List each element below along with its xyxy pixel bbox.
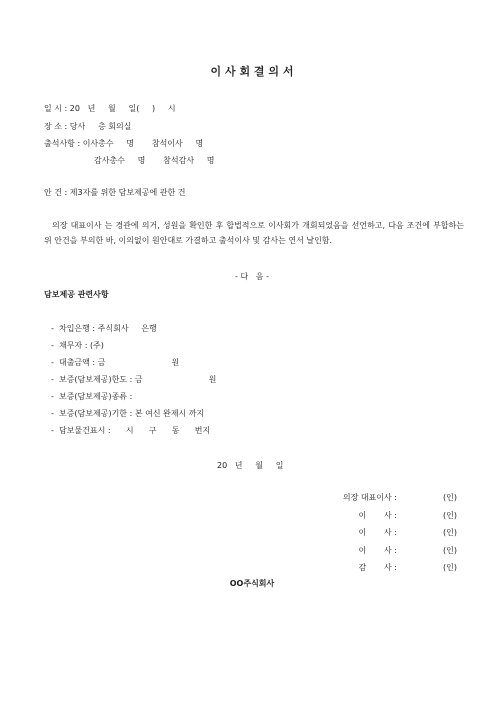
attendance-directors: 출석사항 : 이사총수 명 참석이사 명 bbox=[44, 139, 204, 148]
signature-seal: (인) bbox=[443, 546, 457, 555]
sign-date: 20 년 월 일 bbox=[217, 461, 284, 470]
signature-role: 이 사 : bbox=[358, 511, 397, 520]
signature-seal: (인) bbox=[443, 563, 457, 572]
signature-role: 이 사 : bbox=[358, 546, 397, 555]
subheading: - 다 음 - bbox=[235, 272, 269, 281]
meeting-datetime: 일 시 : 20 년 월 일( ) 시 bbox=[44, 104, 176, 113]
document-title: 이 사 회 결 의 서 bbox=[210, 65, 294, 78]
signature-seal: (인) bbox=[443, 528, 457, 537]
company-name: OO주식회사 bbox=[229, 579, 275, 588]
signature-role: 의장 대표이사 : bbox=[342, 493, 397, 502]
item-loan-amount: - 대출금액 : 금 원 bbox=[51, 358, 180, 367]
item-lender: - 차입은행 : 주식회사 은행 bbox=[51, 324, 157, 333]
item-guarantee-term: - 보증(담보제공)기한 : 본 여신 완제시 까지 bbox=[51, 409, 205, 418]
signature-role: 이 사 : bbox=[358, 528, 397, 537]
item-collateral: - 담보물건표시 : 시 구 동 번지 bbox=[51, 426, 211, 435]
resolution-body: 의장 대표이사 는 경관에 의거, 성원을 확인한 후 합법적으로 이사회가 개회되었음을 선언하고, 다음 조건에 부합하는 위 안건을 부의한 바, 이의없이 원안대로 가결하고 출석이사 및 감사는 연서 날인함. bbox=[44, 221, 464, 245]
item-debtor: - 채무자 : (주) bbox=[51, 341, 104, 350]
signature-role: 감 사 : bbox=[358, 563, 397, 572]
attendance-auditors: 감사총수 명 참석감사 명 bbox=[94, 156, 215, 165]
signature-seal: (인) bbox=[443, 493, 457, 502]
meeting-place: 장 소 : 당사 층 회의실 bbox=[44, 122, 132, 131]
item-guarantee-limit: - 보증(담보제공)한도 : 금 원 bbox=[51, 375, 217, 384]
signature-seal: (인) bbox=[443, 511, 457, 520]
item-guarantee-type: - 보증(담보제공)종류 : bbox=[51, 392, 133, 401]
section-title: 담보제공 관련사항 bbox=[44, 290, 109, 299]
agenda-line: 안 건 : 제3자를 위한 담보제공에 관한 건 bbox=[44, 188, 186, 197]
